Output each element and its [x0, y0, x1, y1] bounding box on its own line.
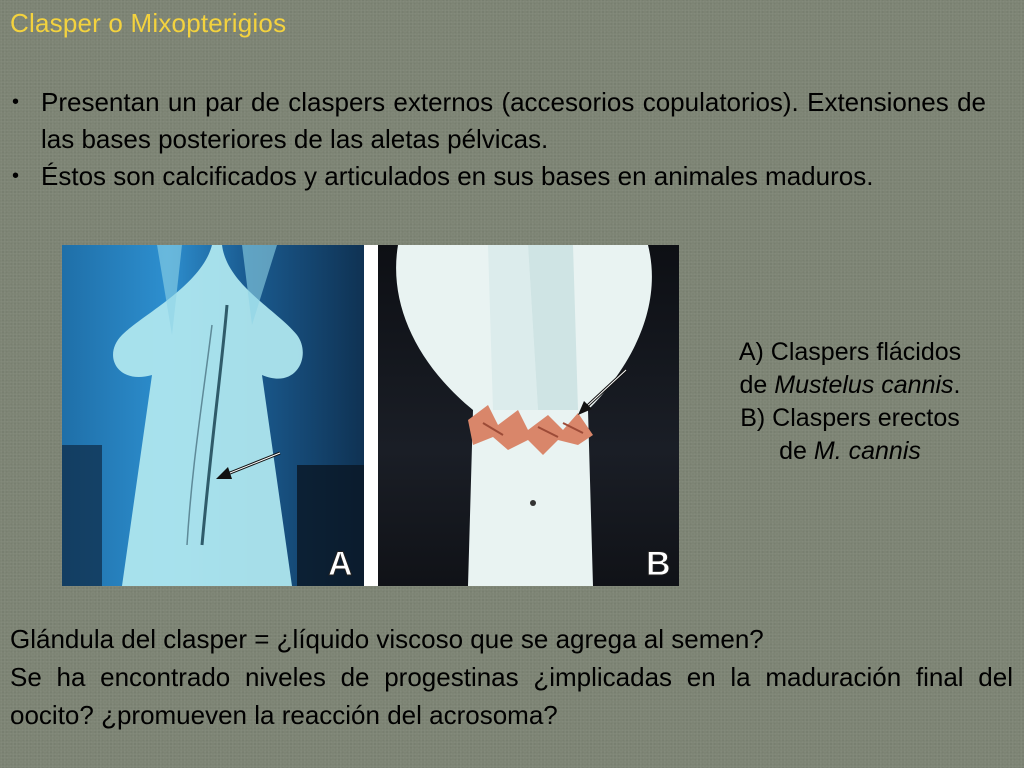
- flaccid-clasper-illustration: [62, 245, 364, 586]
- bottom-text: [10, 620, 1013, 734]
- caption-text: de: [739, 371, 775, 399]
- bullet-text: Éstos son calcificados y articulados en sus bases en animales maduros.: [41, 161, 874, 191]
- bullet-item: [10, 158, 986, 195]
- caption-line: A) Claspers flácidos: [738, 338, 962, 366]
- bottom-paragraph: Se ha encontrado niveles de progestinas ¿implicadas en la maduración final del oocito? ¿promueven la reacción del acrosoma?: [10, 662, 1013, 730]
- photo-caption: [700, 336, 1000, 468]
- bottom-paragraph: Glándula del clasper = ¿líquido viscoso que se agrega al semen?: [10, 624, 764, 654]
- clasper-photo: [62, 245, 679, 586]
- erect-clasper-illustration: [378, 245, 679, 586]
- caption-line: B) Claspers erectos: [740, 404, 960, 432]
- species-name: Mustelus cannis: [774, 371, 954, 399]
- bullet-list: [10, 84, 986, 195]
- bullet-text: Presentan un par de claspers externos (accesorios copulatorios). Extensiones de las bases posteriores de las aletas pélvicas.: [41, 87, 986, 154]
- slide-title: Clasper o Mixopterigios: [10, 8, 287, 38]
- caption-text: .: [953, 371, 961, 399]
- photo-label-a: A: [328, 545, 353, 583]
- photo-panel-b: [378, 245, 679, 586]
- photo-panel-a: [62, 245, 364, 586]
- caption-text: de: [779, 437, 814, 465]
- photo-label-b: B: [646, 545, 671, 583]
- bullet-marker: •: [12, 91, 20, 113]
- bullet-item: [10, 84, 986, 158]
- species-name: M. cannis: [813, 437, 921, 465]
- caption-line: [700, 435, 1000, 468]
- caption-line: [700, 369, 1000, 402]
- bullet-marker: •: [12, 165, 20, 187]
